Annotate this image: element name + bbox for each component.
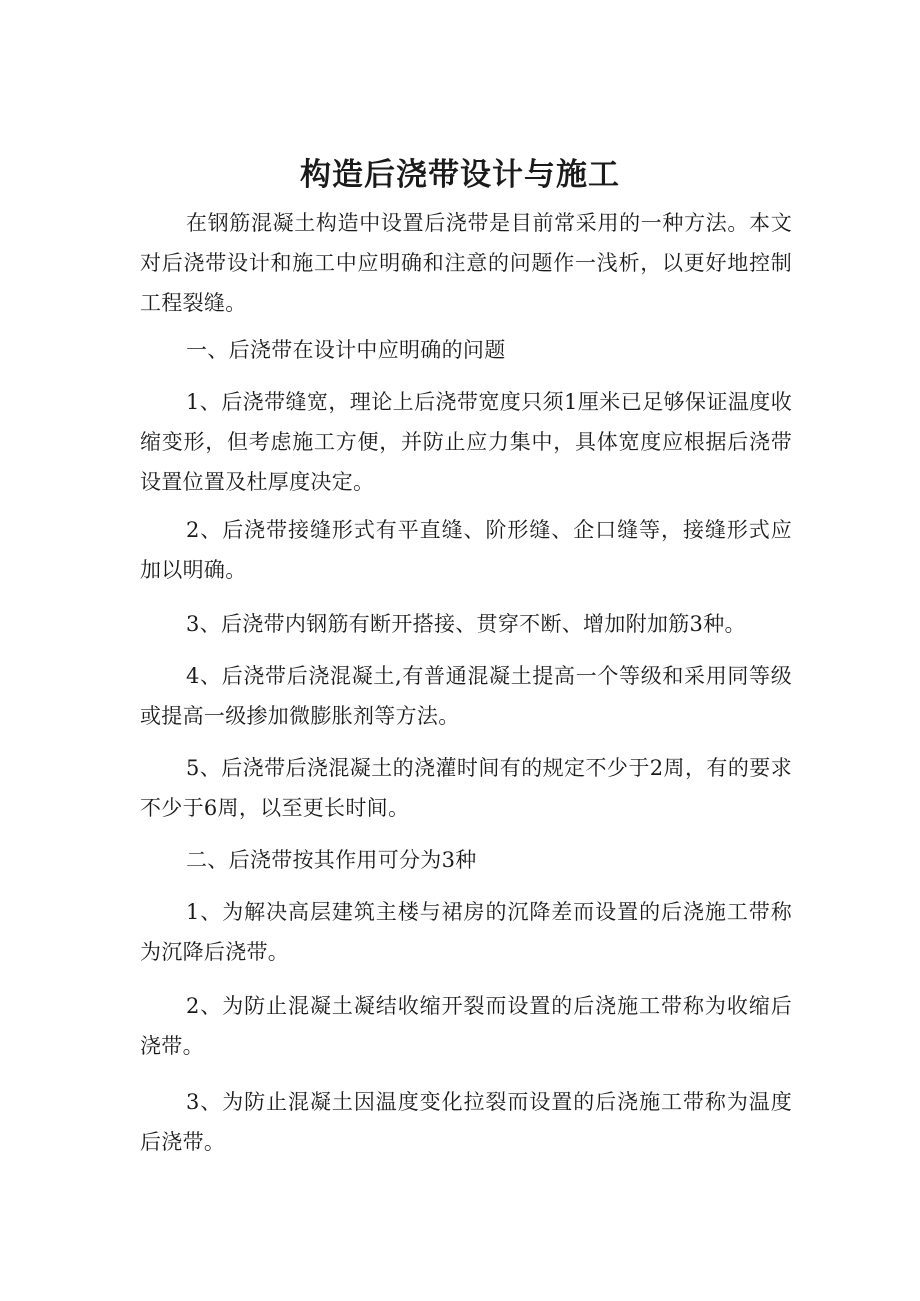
paragraph-item-2-1: 1、为解决高层建筑主楼与裙房的沉降差而设置的后浇施工带称为沉降后浇带。 — [140, 900, 792, 964]
section-heading-2: 二、后浇带按其作用可分为3种 — [186, 848, 477, 872]
paragraph-item-1-4: 4、后浇带后浇混凝土,有普通混凝土提高一个等级和采用同等级或提高一级掺加微膨胀剂等方法。 — [140, 664, 792, 728]
paragraph-item-1-5: 5、后浇带后浇混凝土的浇灌时间有的规定不少于2周，有的要求不少于6周，以至更长时间。 — [140, 756, 792, 820]
document-title: 构造后浇带设计与施工 — [300, 156, 620, 193]
paragraph-item-1-2: 2、后浇带接缝形式有平直缝、阶形缝、企口缝等，接缝形式应加以明确。 — [140, 518, 792, 582]
paragraph-item-2-3: 3、为防止混凝土因温度变化拉裂而设置的后浇施工带称为温度后浇带。 — [140, 1090, 792, 1154]
paragraph-item-1-3: 3、后浇带内钢筋有断开搭接、贯穿不断、增加附加筋3种。 — [186, 612, 746, 636]
section-heading-1: 一、后浇带在设计中应明确的问题 — [186, 338, 506, 362]
paragraph-item-2-2: 2、为防止混凝土凝结收缩开裂而设置的后浇施工带称为收缩后浇带。 — [140, 994, 792, 1058]
paragraph-intro: 在钢筋混凝土构造中设置后浇带是目前常采用的一种方法。本文对后浇带设计和施工中应明确和注意的问题作一浅析，以更好地控制工程裂缝。 — [140, 211, 792, 315]
paragraph-item-1-1: 1、后浇带缝宽，理论上后浇带宽度只须1厘米已足够保证温度收缩变形，但考虑施工方便，并防止应力集中，具体宽度应根据后浇带设置位置及杜厚度决定。 — [140, 390, 792, 494]
